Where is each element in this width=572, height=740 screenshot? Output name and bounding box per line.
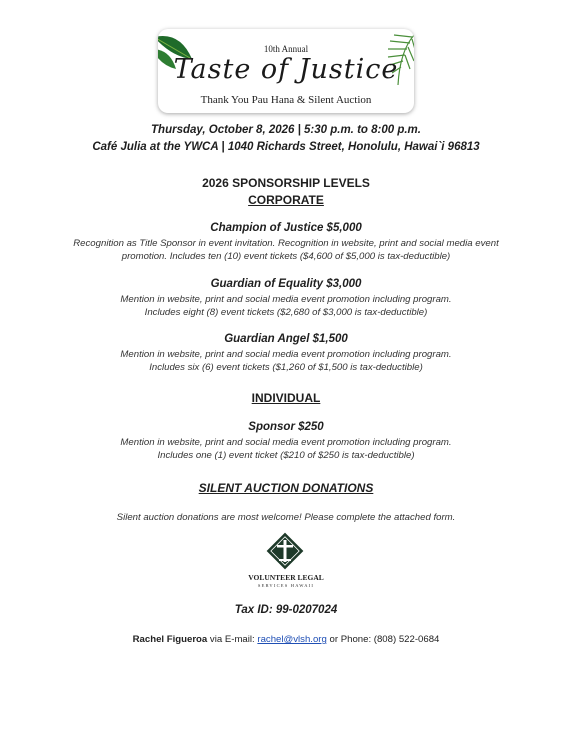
tier-name: Sponsor $250 xyxy=(248,421,324,433)
contact-phone: or Phone: (808) 522-0684 xyxy=(326,634,440,645)
banner-annual: 10th Annual xyxy=(263,44,309,54)
event-venue-line: Café Julia at the YWCA | 1040 Richards Street, Honolulu, Hawai`i 96813 xyxy=(92,141,480,153)
logo-subtitle: SERVICES HAWAII xyxy=(257,583,315,588)
logo-name: VOLUNTEER LEGAL xyxy=(248,573,324,582)
vlsh-logo-icon xyxy=(266,532,304,570)
banner-title: Taste of Justice xyxy=(173,54,399,85)
event-banner xyxy=(158,29,414,113)
tier-description: Includes six (6) event tickets ($1,260 of $1,500 is tax-deductible) xyxy=(149,362,423,373)
tier-name: Guardian of Equality $3,000 xyxy=(210,278,362,290)
contact-name: Rachel Figueroa xyxy=(132,634,208,645)
corporate-heading: CORPORATE xyxy=(248,193,324,207)
tier-description: Recognition as Title Sponsor in event invitation. Recognition in website, print and social media event xyxy=(73,238,499,249)
sponsorship-heading: 2026 SPONSORSHIP LEVELS xyxy=(202,176,370,190)
event-date-line: Thursday, October 8, 2026 | 5:30 p.m. to 8:00 p.m. xyxy=(151,124,421,136)
tier-name: Champion of Justice $5,000 xyxy=(210,222,362,234)
tier-description: Mention in website, print and social media event promotion including program. xyxy=(120,437,452,448)
tier-description: Includes one (1) event ticket ($210 of $250 is tax-deductible) xyxy=(157,450,415,461)
tier-description: promotion. Includes ten (10) event tickets ($4,600 of $5,000 is tax-deductible) xyxy=(121,251,451,262)
contact-email-link[interactable]: rachel@vlsh.org xyxy=(257,634,327,645)
auction-heading: SILENT AUCTION DONATIONS xyxy=(198,481,374,495)
contact-via: via E-mail: xyxy=(207,634,258,645)
banner-subtitle: Thank You Pau Hana & Silent Auction xyxy=(200,94,372,106)
tier-description: Mention in website, print and social media event promotion including program. xyxy=(120,349,452,360)
tier-description: Mention in website, print and social media event promotion including program. xyxy=(120,294,452,305)
tier-description: Includes eight (8) event tickets ($2,680 of $3,000 is tax-deductible) xyxy=(144,307,428,318)
contact-line xyxy=(0,634,572,645)
tier-name: Guardian Angel $1,500 xyxy=(224,333,348,345)
tax-id: Tax ID: 99-0207024 xyxy=(234,604,338,616)
auction-text: Silent auction donations are most welcome! Please complete the attached form. xyxy=(116,512,456,523)
individual-heading: INDIVIDUAL xyxy=(251,391,321,405)
